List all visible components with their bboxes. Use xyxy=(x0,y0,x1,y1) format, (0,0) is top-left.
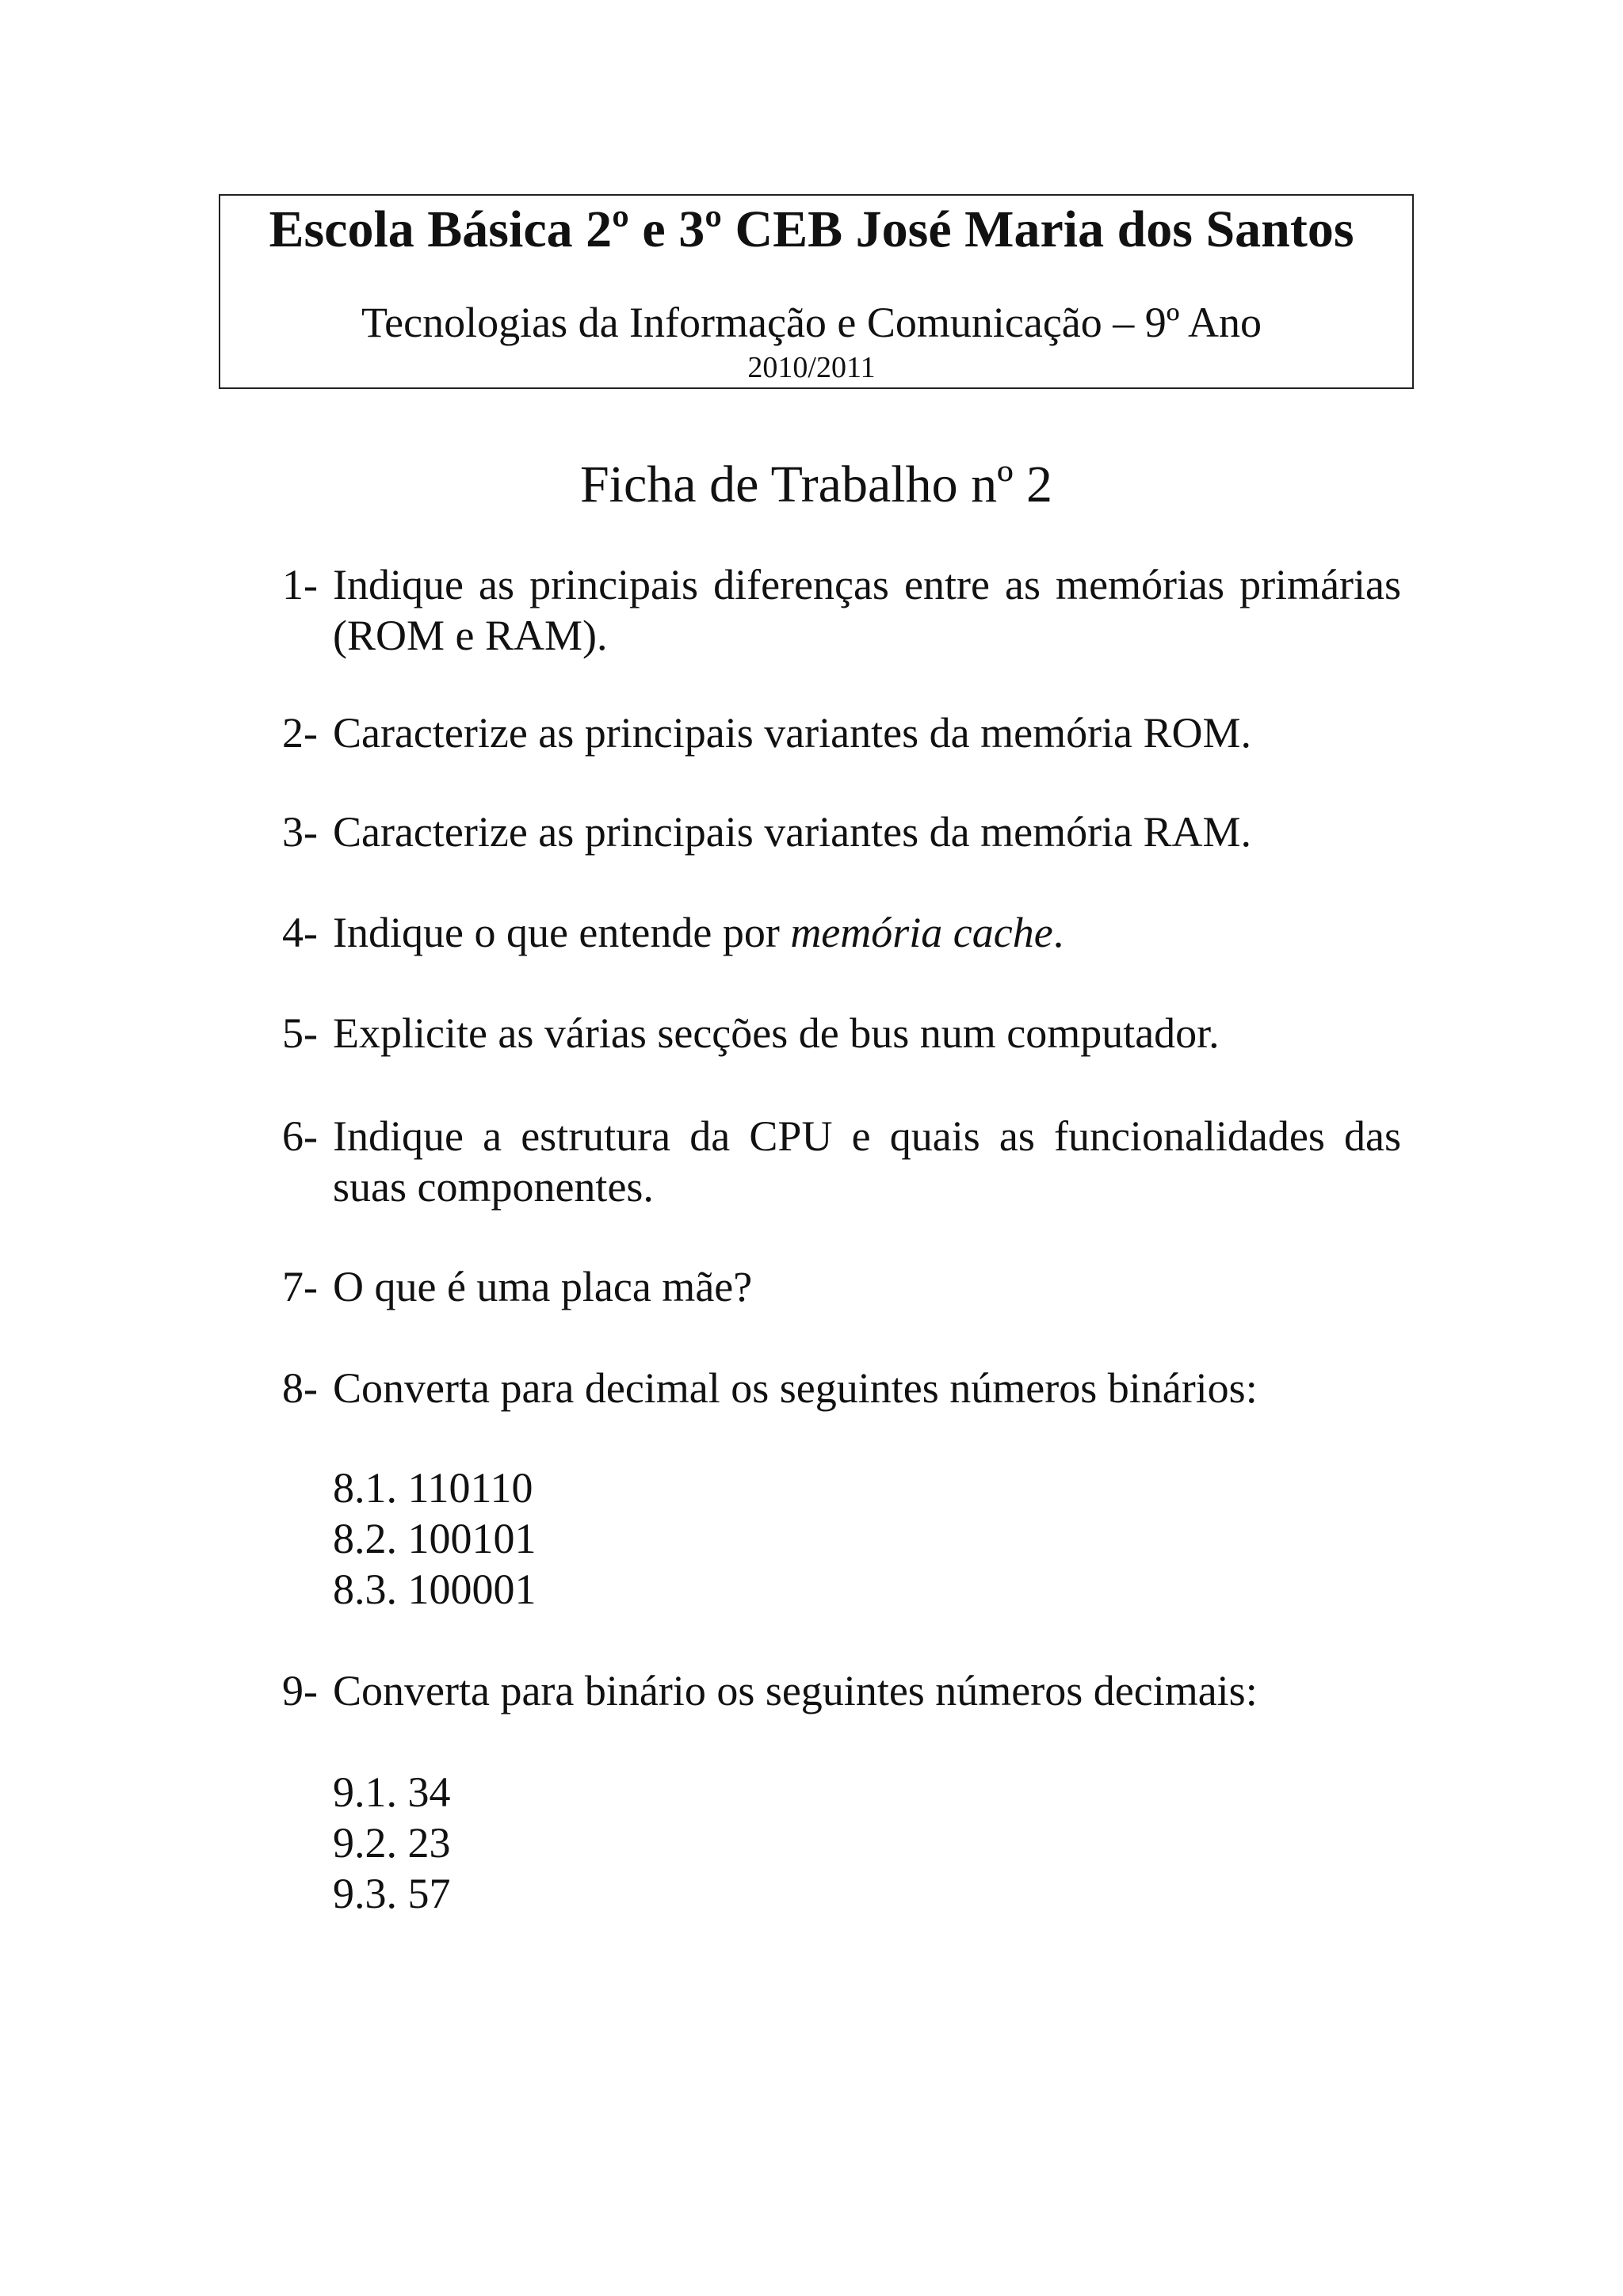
course-title: Tecnologias da Informação e Comunicação – 9º Ano xyxy=(361,299,1262,346)
question-text-before: Indique o que entende por xyxy=(333,909,791,956)
question-number: 7- xyxy=(282,1263,318,1310)
sub-item: 8.2. 100101 xyxy=(333,1515,537,1562)
sheet-title-text: Ficha de Trabalho nº 2 xyxy=(579,456,1053,513)
question-text: Caracterize as principais variantes da memória ROM. xyxy=(333,709,1252,757)
question-text: Indique a estrutura da CPU e quais as funcionalidades das suas componentes. xyxy=(333,1112,1401,1211)
question-text: Caracterize as principais variantes da memória RAM. xyxy=(333,808,1252,856)
question-6 xyxy=(282,1111,1401,1212)
question-number: 4- xyxy=(282,909,318,956)
question-4 xyxy=(282,907,1401,958)
question-number: 1- xyxy=(282,561,318,608)
question-5 xyxy=(282,1008,1401,1058)
question-3 xyxy=(282,807,1401,857)
school-name: Escola Básica 2º e 3º CEB José Maria dos Santos xyxy=(269,200,1354,258)
sub-item: 9.2. 23 xyxy=(333,1819,451,1867)
sub-item: 8.1. 110110 xyxy=(333,1464,533,1512)
question-number: 3- xyxy=(282,808,318,856)
question-number: 8- xyxy=(282,1364,318,1412)
question-text: Explicite as várias secções de bus num computador. xyxy=(333,1009,1220,1057)
question-number: 5- xyxy=(282,1009,318,1057)
sub-item: 9.1. 34 xyxy=(333,1768,451,1816)
question-text-italic: memória cache xyxy=(790,909,1053,956)
sub-item: 9.3. 57 xyxy=(333,1870,451,1917)
question-9 xyxy=(282,1665,1401,1716)
question-text: O que é uma placa mãe? xyxy=(333,1263,753,1310)
question-text-after: . xyxy=(1052,909,1064,956)
question-number: 2- xyxy=(282,709,318,757)
question-text: Converta para decimal os seguintes números binários: xyxy=(333,1364,1258,1412)
question-7 xyxy=(282,1261,1401,1312)
question-text xyxy=(333,907,1401,958)
question-text: Indique as principais diferenças entre as memórias primárias (ROM e RAM). xyxy=(333,561,1401,659)
question-2 xyxy=(282,707,1401,758)
school-year: 2010/2011 xyxy=(747,351,876,384)
question-number: 9- xyxy=(282,1667,318,1714)
question-8 xyxy=(282,1363,1401,1413)
sheet-title xyxy=(0,453,1623,517)
question-1 xyxy=(282,559,1401,661)
question-text: Converta para binário os seguintes números decimais: xyxy=(333,1667,1258,1714)
sub-item: 8.3. 100001 xyxy=(333,1566,537,1613)
question-number: 6- xyxy=(282,1112,318,1160)
